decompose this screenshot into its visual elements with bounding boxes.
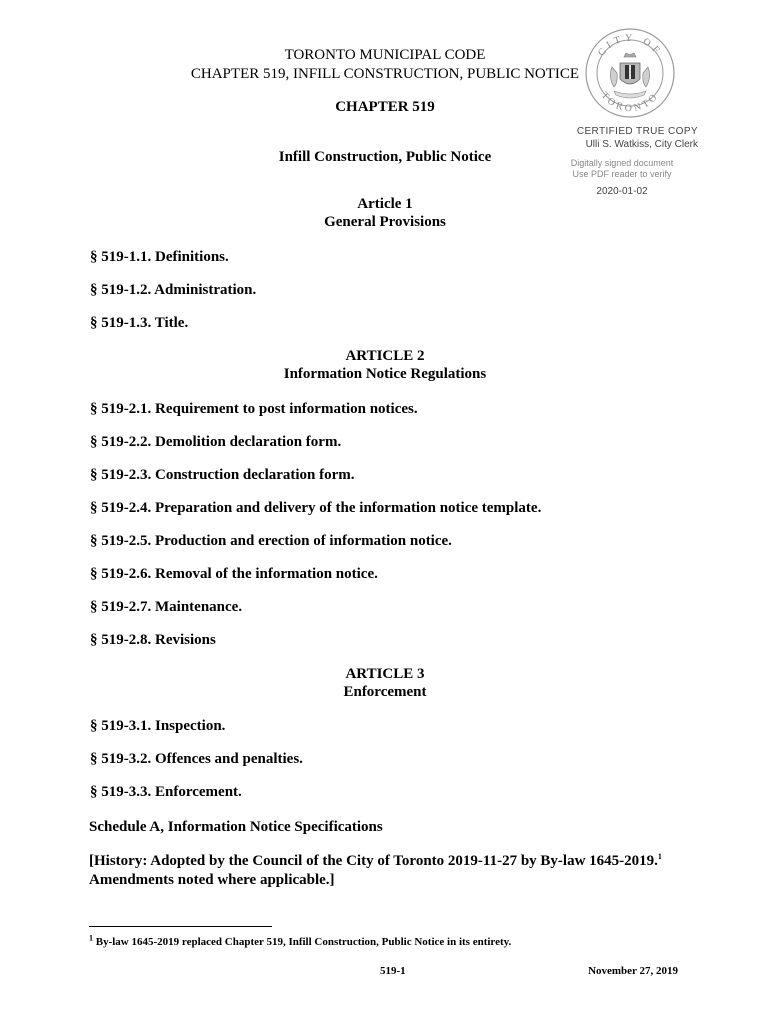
article-1-label: Article 1 (357, 196, 413, 212)
city-clerk-name: Ulli S. Watkiss, City Clerk (585, 139, 698, 150)
history-line-1 (89, 851, 662, 871)
svg-text:CITY OF (596, 33, 664, 58)
chapter-title: Infill Construction, Public Notice (278, 149, 492, 165)
section-519-2-3[interactable]: § 519-2.3. Construction declaration form. (90, 467, 355, 483)
section-519-2-8[interactable]: § 519-2.8. Revisions (90, 632, 216, 648)
running-header-chapter: CHAPTER 519, INFILL CONSTRUCTION, PUBLIC NOTICE (190, 66, 580, 82)
footnote-text: By-law 1645-2019 replaced Chapter 519, Infill Construction, Public Notice in its entirety. (93, 936, 512, 948)
section-519-2-2[interactable]: § 519-2.2. Demolition declaration form. (90, 434, 342, 450)
section-519-2-5[interactable]: § 519-2.5. Production and erection of information notice. (90, 533, 452, 549)
section-519-3-3[interactable]: § 519-3.3. Enforcement. (90, 784, 242, 800)
footnote (89, 935, 511, 949)
schedule-a-link[interactable]: Schedule A, Information Notice Specifications (89, 819, 383, 835)
history-line-2: Amendments noted where applicable.] (89, 872, 335, 888)
footnote-ref[interactable]: 1 (657, 852, 662, 861)
section-519-1-1[interactable]: § 519-1.1. Definitions. (90, 249, 229, 265)
certification-date: 2020-01-02 (596, 186, 648, 197)
article-3-title: Enforcement (343, 684, 427, 700)
section-519-2-6[interactable]: § 519-2.6. Removal of the information notice. (90, 566, 378, 582)
page-number: 519-1 (380, 965, 406, 977)
digital-signature-note: Digitally signed document (570, 158, 674, 168)
section-519-3-1[interactable]: § 519-3.1. Inspection. (90, 718, 226, 734)
section-519-2-4[interactable]: § 519-2.4. Preparation and delivery of the information notice template. (90, 500, 542, 516)
seal-text-top: CITY OF (595, 32, 665, 59)
chapter-heading: CHAPTER 519 (335, 99, 435, 115)
section-519-2-1[interactable]: § 519-2.1. Requirement to post information notices. (90, 401, 418, 417)
seal-text-bottom: TORONTO (598, 90, 662, 115)
article-1-title: General Provisions (324, 214, 446, 230)
verify-note: Use PDF reader to verify (572, 169, 672, 179)
article-2-title: Information Notice Regulations (283, 366, 487, 382)
section-519-3-2[interactable]: § 519-3.2. Offences and penalties. (90, 751, 303, 767)
footnote-divider (89, 926, 272, 927)
section-519-1-3[interactable]: § 519-1.3. Title. (90, 315, 189, 331)
running-header-code: TORONTO MUNICIPAL CODE (284, 47, 486, 63)
article-2-label: ARTICLE 2 (345, 348, 425, 364)
article-3-label: ARTICLE 3 (345, 666, 425, 682)
section-519-2-7[interactable]: § 519-2.7. Maintenance. (90, 599, 243, 615)
history-text: [History: Adopted by the Council of the City of Toronto 2019-11-27 by By-law 1645-2019. (89, 853, 658, 869)
section-519-1-2[interactable]: § 519-1.2. Administration. (90, 282, 257, 298)
footer-date: November 27, 2019 (588, 965, 678, 977)
certified-copy-label: CERTIFIED TRUE COPY (576, 126, 698, 137)
footnote-marker: 1 (89, 933, 93, 943)
